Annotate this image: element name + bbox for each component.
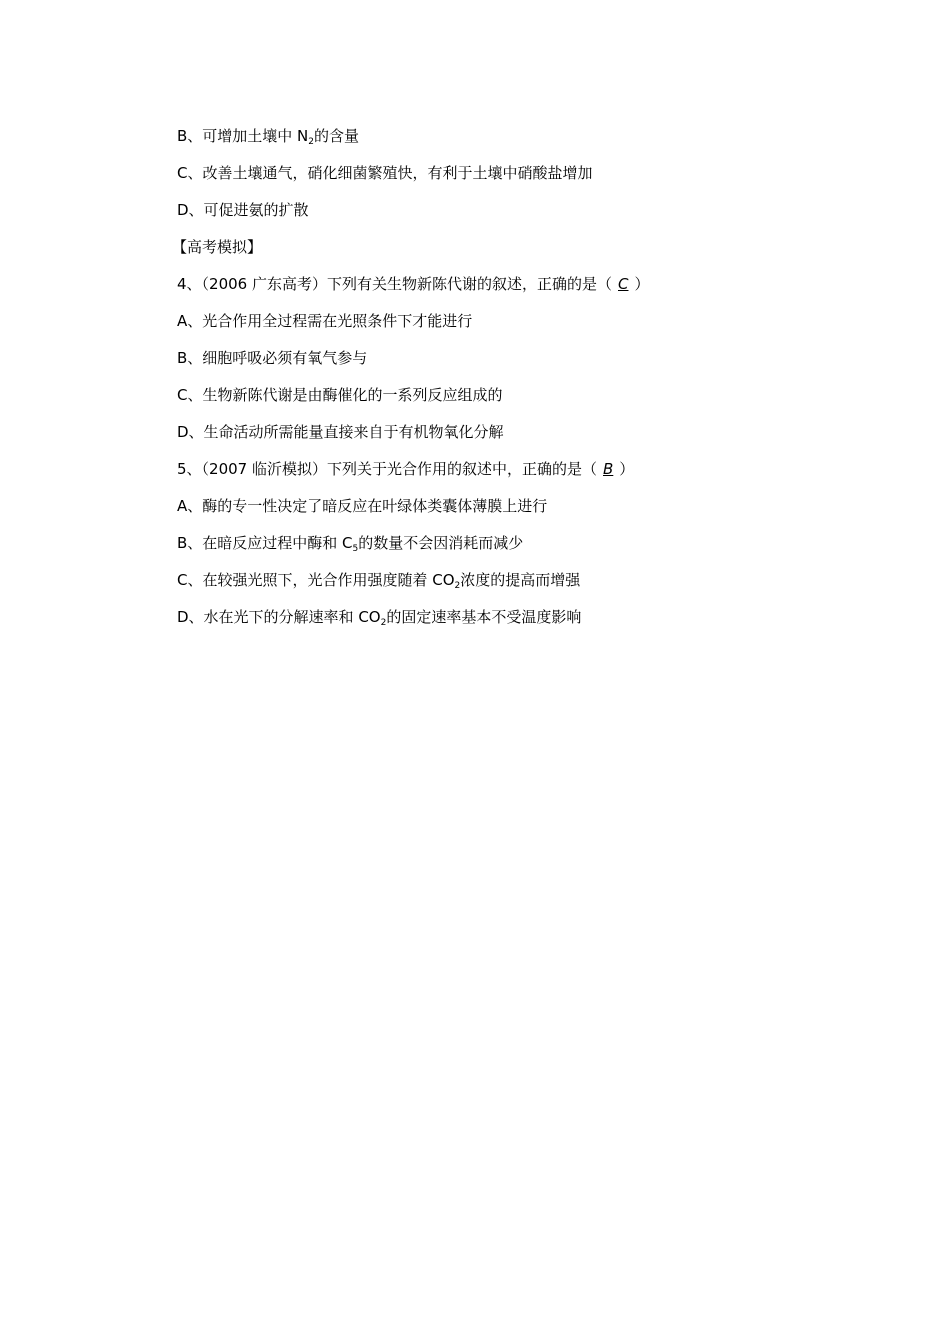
question-5-option-b (177, 533, 523, 553)
question-4-option-c: C、生物新陈代谢是由酶催化的一系列反应组成的 (177, 386, 503, 404)
option-3b-text-post: 的含量 (314, 127, 360, 145)
option-3b-text-pre: B、可增加土壤中 N (177, 127, 309, 145)
question-5-option-a: A、酶的专一性决定了暗反应在叶绿体类囊体薄膜上进行 (177, 497, 548, 515)
question-5-stem (177, 459, 634, 479)
question-5-option-d (177, 607, 581, 627)
question-4-text: 4、（2006 广东高考）下列有关生物新陈代谢的叙述，正确的是（ (177, 275, 612, 293)
question-5-close-paren: ） (619, 460, 635, 478)
question-5-option-c-subscript: 2 (454, 581, 461, 591)
question-5-text: 5、（2007 临沂模拟）下列关于光合作用的叙述中，正确的是（ (177, 460, 597, 478)
question-5-option-d-pre: D、水在光下的分解速率和 CO (177, 608, 381, 626)
question-4-option-d: D、生命活动所需能量直接来自于有机物氧化分解 (177, 423, 504, 441)
question-4-option-a: A、光合作用全过程需在光照条件下才能进行 (177, 312, 473, 330)
question-5-option-d-subscript: 2 (380, 618, 387, 628)
question-5-option-c (177, 570, 580, 590)
question-5-option-b-pre: B、在暗反应过程中酶和 C (177, 534, 353, 552)
question-4-option-b: B、细胞呼吸必须有氧气参与 (177, 349, 368, 367)
question-5-option-c-pre: C、在较强光照下，光合作用强度随着 CO (177, 571, 455, 589)
option-3c: C、改善土壤通气，硝化细菌繁殖快，有利于土壤中硝酸盐增加 (177, 164, 593, 182)
question-5-option-c-post: 浓度的提高而增强 (460, 571, 581, 589)
question-4-stem (177, 274, 650, 294)
question-5-answer: B (603, 460, 614, 478)
question-4-close-paren: ） (634, 275, 650, 293)
option-3b (177, 126, 359, 146)
question-4-answer: C (618, 275, 629, 293)
option-3d: D、可促进氨的扩散 (177, 201, 309, 219)
question-5-option-b-subscript: 5 (352, 544, 359, 554)
option-3b-subscript: 2 (308, 137, 315, 147)
question-5-option-b-post: 的数量不会因消耗而减少 (358, 534, 524, 552)
section-heading: 【高考模拟】 (172, 238, 263, 256)
question-5-option-d-post: 的固定速率基本不受温度影响 (386, 608, 582, 626)
